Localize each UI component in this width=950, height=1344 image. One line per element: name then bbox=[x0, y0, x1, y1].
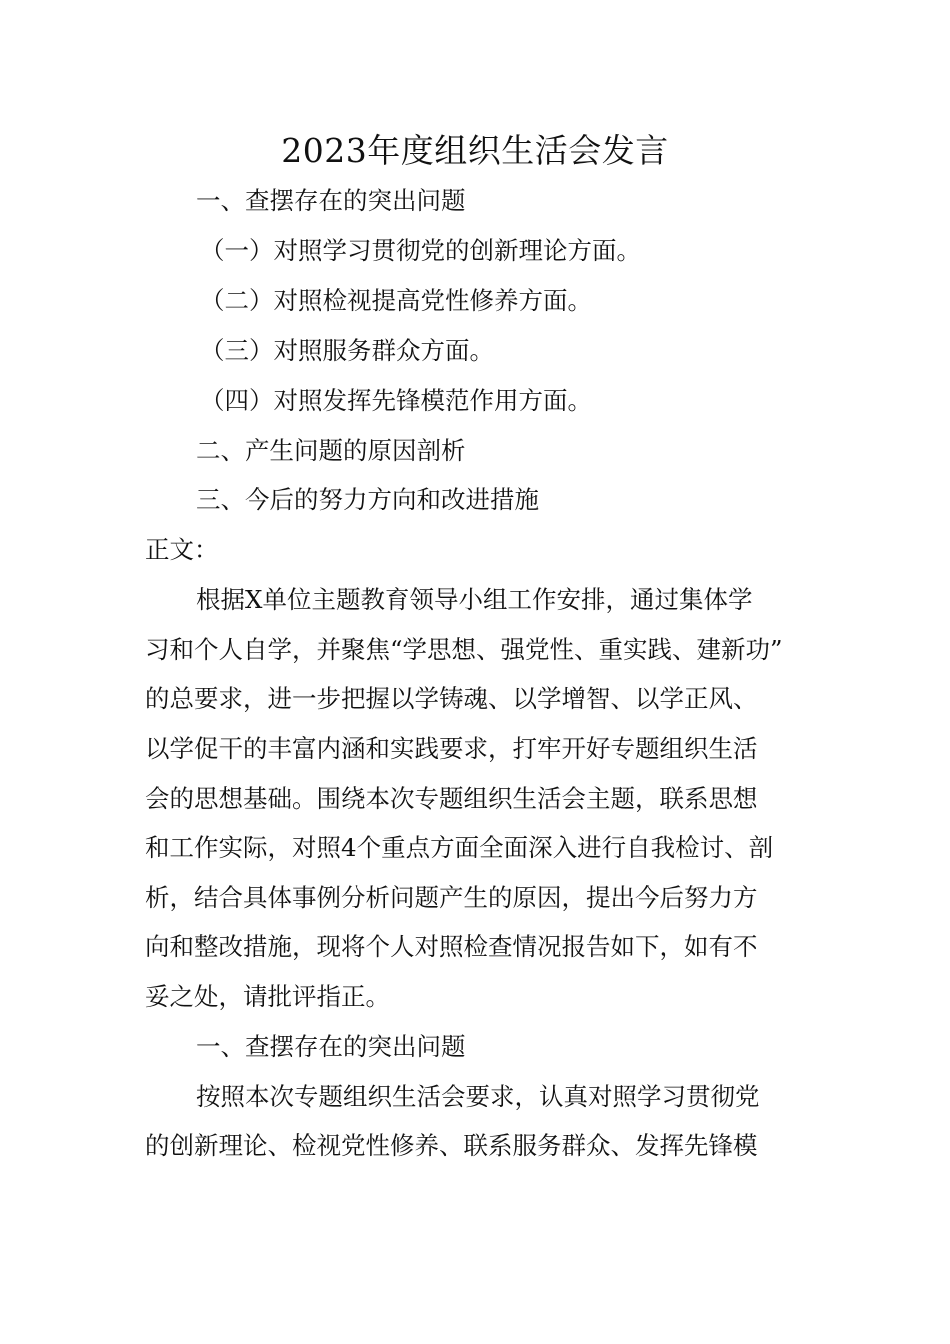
outline-section-3: 三、今后的努力方向和改进措施 bbox=[196, 485, 539, 514]
intro-line-2: 习和个人自学，并聚焦“学思想、强党性、重实践、建新功” bbox=[145, 635, 783, 664]
outline-section-2: 二、产生问题的原因剖析 bbox=[196, 436, 466, 465]
section-1-heading: 一、查摆存在的突出问题 bbox=[196, 1032, 466, 1061]
outline-item-4: （四）对照发挥先锋模范作用方面。 bbox=[200, 386, 592, 415]
section-1-line-2: 的创新理论、检视党性修养、联系服务群众、发挥先锋模 bbox=[145, 1131, 758, 1160]
intro-line-4: 以学促干的丰富内涵和实践要求，打牢开好专题组织生活 bbox=[145, 734, 758, 763]
document-title: 2023年度组织生活会发言 bbox=[281, 131, 669, 170]
outline-item-2: （二）对照检视提高党性修养方面。 bbox=[200, 286, 592, 315]
intro-line-7: 析，结合具体事例分析问题产生的原因，提出今后努力方 bbox=[145, 883, 758, 912]
intro-line-6: 和工作实际，对照4个重点方面全面深入进行自我检讨、剖 bbox=[145, 833, 774, 862]
body-label: 正文： bbox=[145, 535, 219, 564]
intro-line-5: 会的思想基础。围绕本次专题组织生活会主题，联系思想 bbox=[145, 784, 758, 813]
outline-section-1: 一、查摆存在的突出问题 bbox=[196, 186, 466, 215]
section-1-line-1: 按照本次专题组织生活会要求，认真对照学习贯彻党 bbox=[196, 1082, 760, 1111]
intro-line-9: 妥之处，请批评指正。 bbox=[145, 982, 390, 1011]
intro-line-1: 根据X单位主题教育领导小组工作安排，通过集体学 bbox=[196, 585, 753, 614]
intro-line-8: 向和整改措施，现将个人对照检查情况报告如下，如有不 bbox=[145, 932, 758, 961]
intro-line-3: 的总要求，进一步把握以学铸魂、以学增智、以学正风、 bbox=[145, 684, 758, 713]
outline-item-1: （一）对照学习贯彻党的创新理论方面。 bbox=[200, 236, 641, 265]
outline-item-3: （三）对照服务群众方面。 bbox=[200, 336, 494, 365]
